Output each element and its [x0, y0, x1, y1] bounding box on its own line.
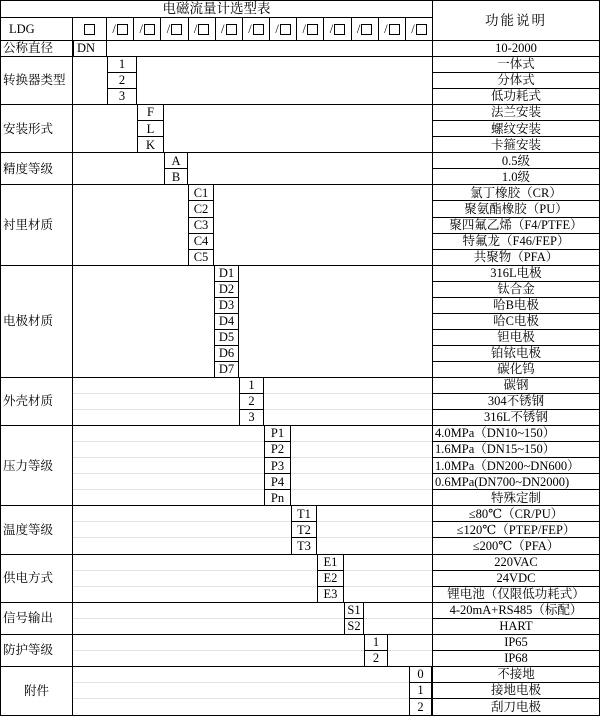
- option-code: P1: [264, 426, 291, 442]
- spacer-cell: [239, 266, 432, 282]
- spacer-cell: [264, 378, 432, 394]
- option-code: E1: [317, 555, 344, 571]
- spacer-cell: [73, 121, 137, 137]
- spacer-cell: [73, 394, 239, 410]
- group-label: 精度等级: [1, 153, 73, 185]
- option-code: 3: [107, 89, 137, 105]
- spacer-cell: [73, 250, 188, 266]
- option-description: 聚氨酯橡胶（PU）: [432, 201, 599, 217]
- model-prefix: LDG: [1, 18, 73, 41]
- group-label: 电极材质: [1, 266, 73, 378]
- spacer-cell: [214, 250, 432, 266]
- option-description: 哈B电极: [432, 298, 599, 314]
- spacer-cell: [164, 105, 432, 121]
- spacer-cell: [73, 89, 107, 105]
- option-description: 304不锈钢: [432, 394, 599, 410]
- option-description: 0.5级: [432, 153, 599, 169]
- spacer-cell: [73, 169, 164, 185]
- spacer-cell: [137, 57, 432, 73]
- option-description: 接地电极: [432, 683, 599, 699]
- spacer-cell: [107, 41, 432, 57]
- spacer-cell: [73, 699, 409, 715]
- spacer-cell: [73, 667, 409, 683]
- option-code: D4: [214, 314, 239, 330]
- model-slot: /: [324, 18, 351, 40]
- spacer-cell: [73, 298, 214, 314]
- option-code: C2: [188, 201, 214, 217]
- option-description: 哈C电极: [432, 314, 599, 330]
- spacer-cell: [73, 362, 214, 378]
- option-description: 1.6MPa（DN15~150）: [432, 442, 599, 458]
- option-description: 220VAC: [432, 555, 599, 571]
- option-code: 2: [409, 699, 432, 715]
- option-description: 特殊定制: [432, 490, 599, 506]
- option-code: E3: [317, 587, 344, 603]
- placeholder-box-icon: [334, 24, 345, 35]
- spacer-cell: [73, 571, 317, 587]
- spacer-cell: [188, 169, 432, 185]
- model-first-slot: [73, 18, 107, 41]
- option-code: T2: [291, 522, 317, 538]
- option-description: HART: [432, 619, 599, 635]
- option-code: DN: [73, 41, 107, 57]
- spacer-cell: [73, 587, 317, 603]
- spacer-cell: [344, 571, 432, 587]
- spacer-cell: [214, 185, 432, 201]
- option-description: 特氟龙（F46/FEP）: [432, 234, 599, 250]
- option-code: S2: [344, 619, 364, 635]
- model-slot: /: [107, 18, 134, 40]
- option-description: 铂铱电极: [432, 346, 599, 362]
- option-code: 1: [409, 683, 432, 699]
- spacer-cell: [73, 266, 214, 282]
- group-label: 信号输出: [1, 603, 73, 635]
- option-description: 低功耗式: [432, 89, 599, 105]
- placeholder-box-icon: [307, 24, 318, 35]
- placeholder-box-icon: [117, 24, 128, 35]
- option-description: 螺纹安装: [432, 121, 599, 137]
- spacer-cell: [73, 603, 344, 619]
- option-code: D5: [214, 330, 239, 346]
- spacer-cell: [73, 201, 188, 217]
- option-description: 1.0级: [432, 169, 599, 185]
- option-description: ≤200℃（PFA）: [432, 538, 599, 554]
- option-code: D2: [214, 282, 239, 298]
- spacer-cell: [73, 57, 107, 73]
- option-code: D6: [214, 346, 239, 362]
- spacer-cell: [291, 426, 432, 442]
- option-code: C4: [188, 234, 214, 250]
- spacer-cell: [239, 362, 432, 378]
- option-description: 10-2000: [432, 41, 599, 57]
- placeholder-box-icon: [389, 24, 400, 35]
- spacer-cell: [239, 298, 432, 314]
- spacer-cell: [73, 218, 188, 234]
- spacer-cell: [214, 218, 432, 234]
- spacer-cell: [291, 490, 432, 506]
- option-code: D3: [214, 298, 239, 314]
- option-description: ≤120℃（PTEP/FEP）: [432, 522, 599, 538]
- spacer-cell: [73, 555, 317, 571]
- option-code: A: [164, 153, 188, 169]
- spacer-cell: [214, 234, 432, 250]
- option-code: 2: [364, 651, 388, 667]
- model-slot: /: [216, 18, 243, 40]
- option-code: P4: [264, 474, 291, 490]
- option-code: D7: [214, 362, 239, 378]
- option-description: 24VDC: [432, 571, 599, 587]
- option-code: 0: [409, 667, 432, 683]
- spacer-cell: [73, 346, 214, 362]
- model-slot: /: [352, 18, 379, 40]
- spacer-cell: [317, 538, 432, 554]
- option-code: 2: [107, 73, 137, 89]
- placeholder-box-icon: [253, 24, 264, 35]
- option-code: P2: [264, 442, 291, 458]
- spacer-cell: [73, 651, 364, 667]
- option-code: S1: [344, 603, 364, 619]
- spacer-cell: [73, 619, 344, 635]
- option-code: 1: [364, 635, 388, 651]
- option-description: 钛合金: [432, 282, 599, 298]
- group-label: 外壳材质: [1, 378, 73, 426]
- placeholder-box-icon: [171, 24, 182, 35]
- spacer-cell: [164, 137, 432, 153]
- model-code-slots: [107, 18, 432, 41]
- spacer-cell: [73, 73, 107, 89]
- spacer-cell: [291, 458, 432, 474]
- spacer-cell: [73, 185, 188, 201]
- spacer-cell: [73, 410, 239, 426]
- spacer-cell: [73, 330, 214, 346]
- option-description: 316L电极: [432, 266, 599, 282]
- model-slot: /: [406, 18, 432, 40]
- option-code: Pn: [264, 490, 291, 506]
- option-description: 锂电池（仅限低功耗式）: [432, 587, 599, 603]
- model-slot: /: [379, 18, 406, 40]
- option-code: B: [164, 169, 188, 185]
- spacer-cell: [73, 314, 214, 330]
- spacer-cell: [73, 474, 264, 490]
- option-description: 316L不锈钢: [432, 410, 599, 426]
- option-code: P3: [264, 458, 291, 474]
- option-description: IP68: [432, 651, 599, 667]
- model-slot: /: [270, 18, 297, 40]
- option-code: E2: [317, 571, 344, 587]
- spacer-cell: [73, 442, 264, 458]
- model-slot: /: [134, 18, 161, 40]
- placeholder-box-icon: [144, 24, 155, 35]
- option-description: 4-20mA+RS485（标配）: [432, 603, 599, 619]
- option-code: K: [137, 137, 164, 153]
- spacer-cell: [317, 506, 432, 522]
- description-column-header: 功能说明: [432, 1, 599, 41]
- option-description: 一体式: [432, 57, 599, 73]
- spacer-cell: [239, 314, 432, 330]
- option-description: 卡箍安装: [432, 137, 599, 153]
- spacer-cell: [73, 378, 239, 394]
- option-code: 3: [239, 410, 264, 426]
- placeholder-box-icon: [226, 24, 237, 35]
- spacer-cell: [317, 522, 432, 538]
- option-description: 刮刀电极: [432, 699, 599, 715]
- spacer-cell: [364, 603, 432, 619]
- spacer-cell: [344, 555, 432, 571]
- spacer-cell: [344, 587, 432, 603]
- spacer-cell: [73, 683, 409, 699]
- option-description: ≤80℃（CR/PU）: [432, 506, 599, 522]
- option-code: 1: [107, 57, 137, 73]
- option-description: 钽电极: [432, 330, 599, 346]
- option-code: D1: [214, 266, 239, 282]
- spacer-cell: [73, 137, 137, 153]
- spacer-cell: [291, 442, 432, 458]
- spacer-cell: [188, 153, 432, 169]
- option-code: L: [137, 121, 164, 137]
- spacer-cell: [239, 330, 432, 346]
- spacer-cell: [73, 635, 364, 651]
- option-code: C1: [188, 185, 214, 201]
- group-label: 转换器类型: [1, 57, 73, 105]
- placeholder-box-icon: [280, 24, 291, 35]
- option-description: 法兰安装: [432, 105, 599, 121]
- placeholder-box-icon: [84, 24, 95, 35]
- option-description: 聚四氟乙烯（F4/PTFE）: [432, 218, 599, 234]
- model-slot: /: [161, 18, 188, 40]
- option-code: T1: [291, 506, 317, 522]
- spacer-cell: [73, 234, 188, 250]
- spacer-cell: [73, 538, 291, 554]
- option-description: 0.6MPa(DN700~DN2000): [432, 474, 599, 490]
- model-slot: /: [297, 18, 324, 40]
- option-code: C5: [188, 250, 214, 266]
- spacer-cell: [73, 522, 291, 538]
- group-label: 防护等级: [1, 635, 73, 667]
- group-label: 供电方式: [1, 555, 73, 603]
- group-label: 衬里材质: [1, 185, 73, 265]
- spacer-cell: [214, 201, 432, 217]
- option-code: 2: [239, 394, 264, 410]
- spacer-cell: [364, 619, 432, 635]
- spacer-cell: [264, 410, 432, 426]
- spacer-cell: [73, 105, 137, 121]
- placeholder-box-icon: [416, 24, 427, 35]
- spacer-cell: [388, 635, 432, 651]
- spacer-cell: [264, 394, 432, 410]
- option-code: F: [137, 105, 164, 121]
- option-description: 氯丁橡胶（CR）: [432, 185, 599, 201]
- spacer-cell: [73, 490, 264, 506]
- table-title: 电磁流量计选型表: [1, 1, 432, 18]
- option-description: 分体式: [432, 73, 599, 89]
- spacer-cell: [164, 121, 432, 137]
- placeholder-box-icon: [198, 24, 209, 35]
- group-label: 附件: [1, 667, 73, 715]
- option-description: IP65: [432, 635, 599, 651]
- group-label: 温度等级: [1, 506, 73, 554]
- spacer-cell: [137, 89, 432, 105]
- group-label: 压力等级: [1, 426, 73, 506]
- group-label: 安装形式: [1, 105, 73, 153]
- spacer-cell: [73, 426, 264, 442]
- spacer-cell: [239, 346, 432, 362]
- option-code: 1: [239, 378, 264, 394]
- spacer-cell: [73, 458, 264, 474]
- spacer-cell: [73, 153, 164, 169]
- spacer-cell: [388, 651, 432, 667]
- spacer-cell: [291, 474, 432, 490]
- option-description: 不接地: [432, 667, 599, 683]
- option-code: C3: [188, 218, 214, 234]
- spacer-cell: [73, 282, 214, 298]
- placeholder-box-icon: [361, 24, 372, 35]
- option-code: T3: [291, 538, 317, 554]
- option-description: 共聚物（PFA）: [432, 250, 599, 266]
- option-description: 碳化钨: [432, 362, 599, 378]
- spacer-cell: [239, 282, 432, 298]
- spacer-cell: [137, 73, 432, 89]
- option-description: 碳钢: [432, 378, 599, 394]
- model-slot: /: [243, 18, 270, 40]
- model-slot: /: [189, 18, 216, 40]
- option-description: 4.0MPa（DN10~150）: [432, 426, 599, 442]
- spacer-cell: [73, 506, 291, 522]
- group-label: 公称直径: [1, 41, 73, 57]
- option-description: 1.0MPa（DN200~DN600）: [432, 458, 599, 474]
